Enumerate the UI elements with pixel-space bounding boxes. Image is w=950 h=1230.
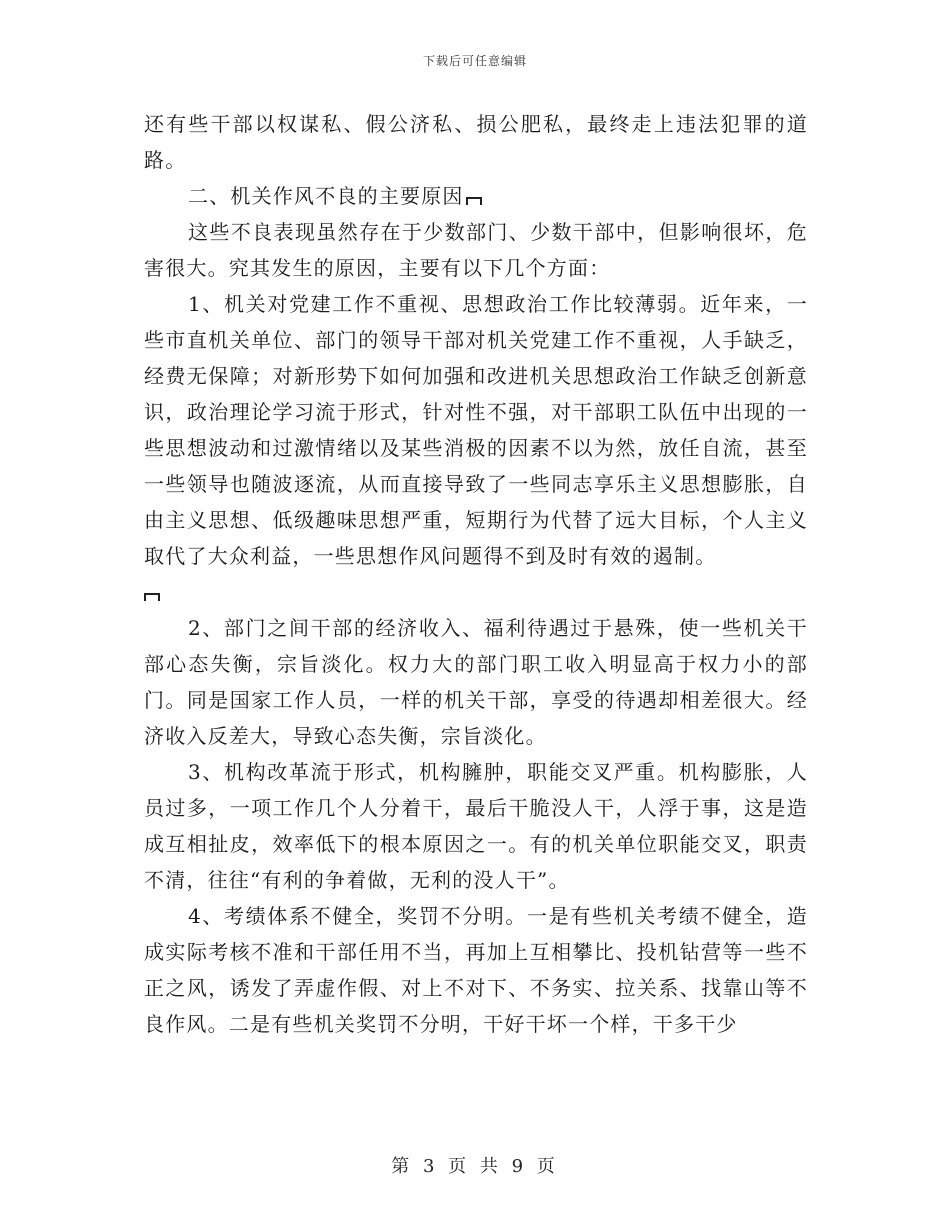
- paragraph-text: 2、部门之间干部的经济收入、福利待遇过于悬殊，使一些机关干部心态失衡，宗旨淡化。权力大的部门职工收入明显高于权力小的部门。同是国家工作人员，一样的机关干部，享受的待遇却相差很大。经济收入反差大，导致心态失衡，宗旨淡化。: [144, 616, 808, 748]
- paragraph-mark-icon: [466, 197, 482, 205]
- paragraph-text: 二、机关作风不良的主要原因: [188, 184, 464, 208]
- paragraph: [144, 610, 808, 754]
- paragraph-text: 4、考绩体系不健全，奖罚不分明。一是有些机关考绩不健全，造成实际考核不准和干部任用不当，再加上互相攀比、投机钻营等一些不正之风，诱发了弄虚作假、对上不对下、不务实、拉关系、找靠山等不良作风。二是有些机关奖罚不分明，干好干坏一个样，干多干少: [144, 904, 808, 1036]
- paragraph-text: 1、机关对党建工作不重视、思想政治工作比较薄弱。近年来，一些市直机关单位、部门的领导干部对机关党建工作不重视，人手缺乏，经费无保障；对新形势下如何加强和改进机关思想政治工作缺乏创新意识，政治理论学习流于形式，针对性不强，对干部职工队伍中出现的一些思想波动和过激情绪以及某些消极的因素不以为然，放任自流，甚至一些领导也随波逐流，从而直接导致了一些同志享乐主义思想膨胀，自由主义思想、低级趣味思想严重，短期行为代替了远大目标，个人主义取代了大众利益，一些思想作风问题得不到及时有效的遏制。: [144, 292, 808, 568]
- page-header: 下载后可任意编辑: [422, 54, 527, 68]
- paragraph: [144, 574, 808, 610]
- paragraph-text: 这些不良表现虽然存在于少数部门、少数干部中，但影响很坏，危害很大。究其发生的原因，主要有以下几个方面：: [144, 220, 808, 280]
- paragraph-text: 3、机构改革流于形式，机构臃肿，职能交叉严重。机构膨胀，人员过多，一项工作几个人分着干，最后干脆没人干，人浮于事，这是造成互相扯皮，效率低下的根本原因之一。有的机关单位职能交叉，职责不清，往往“有利的争着做，无利的没人干”。: [144, 760, 808, 892]
- paragraph-mark-icon: [144, 593, 160, 601]
- section-heading: [144, 178, 808, 214]
- paragraph-text: 还有些干部以权谋私、假公济私、损公肥私，最终走上违法犯罪的道路。: [144, 112, 808, 172]
- page-number: 第 3 页 共 9 页: [391, 1156, 559, 1177]
- document-body: [144, 106, 808, 1042]
- paragraph: [144, 106, 808, 178]
- paragraph: [144, 214, 808, 286]
- paragraph: [144, 286, 808, 574]
- paragraph: [144, 898, 808, 1042]
- paragraph: [144, 754, 808, 898]
